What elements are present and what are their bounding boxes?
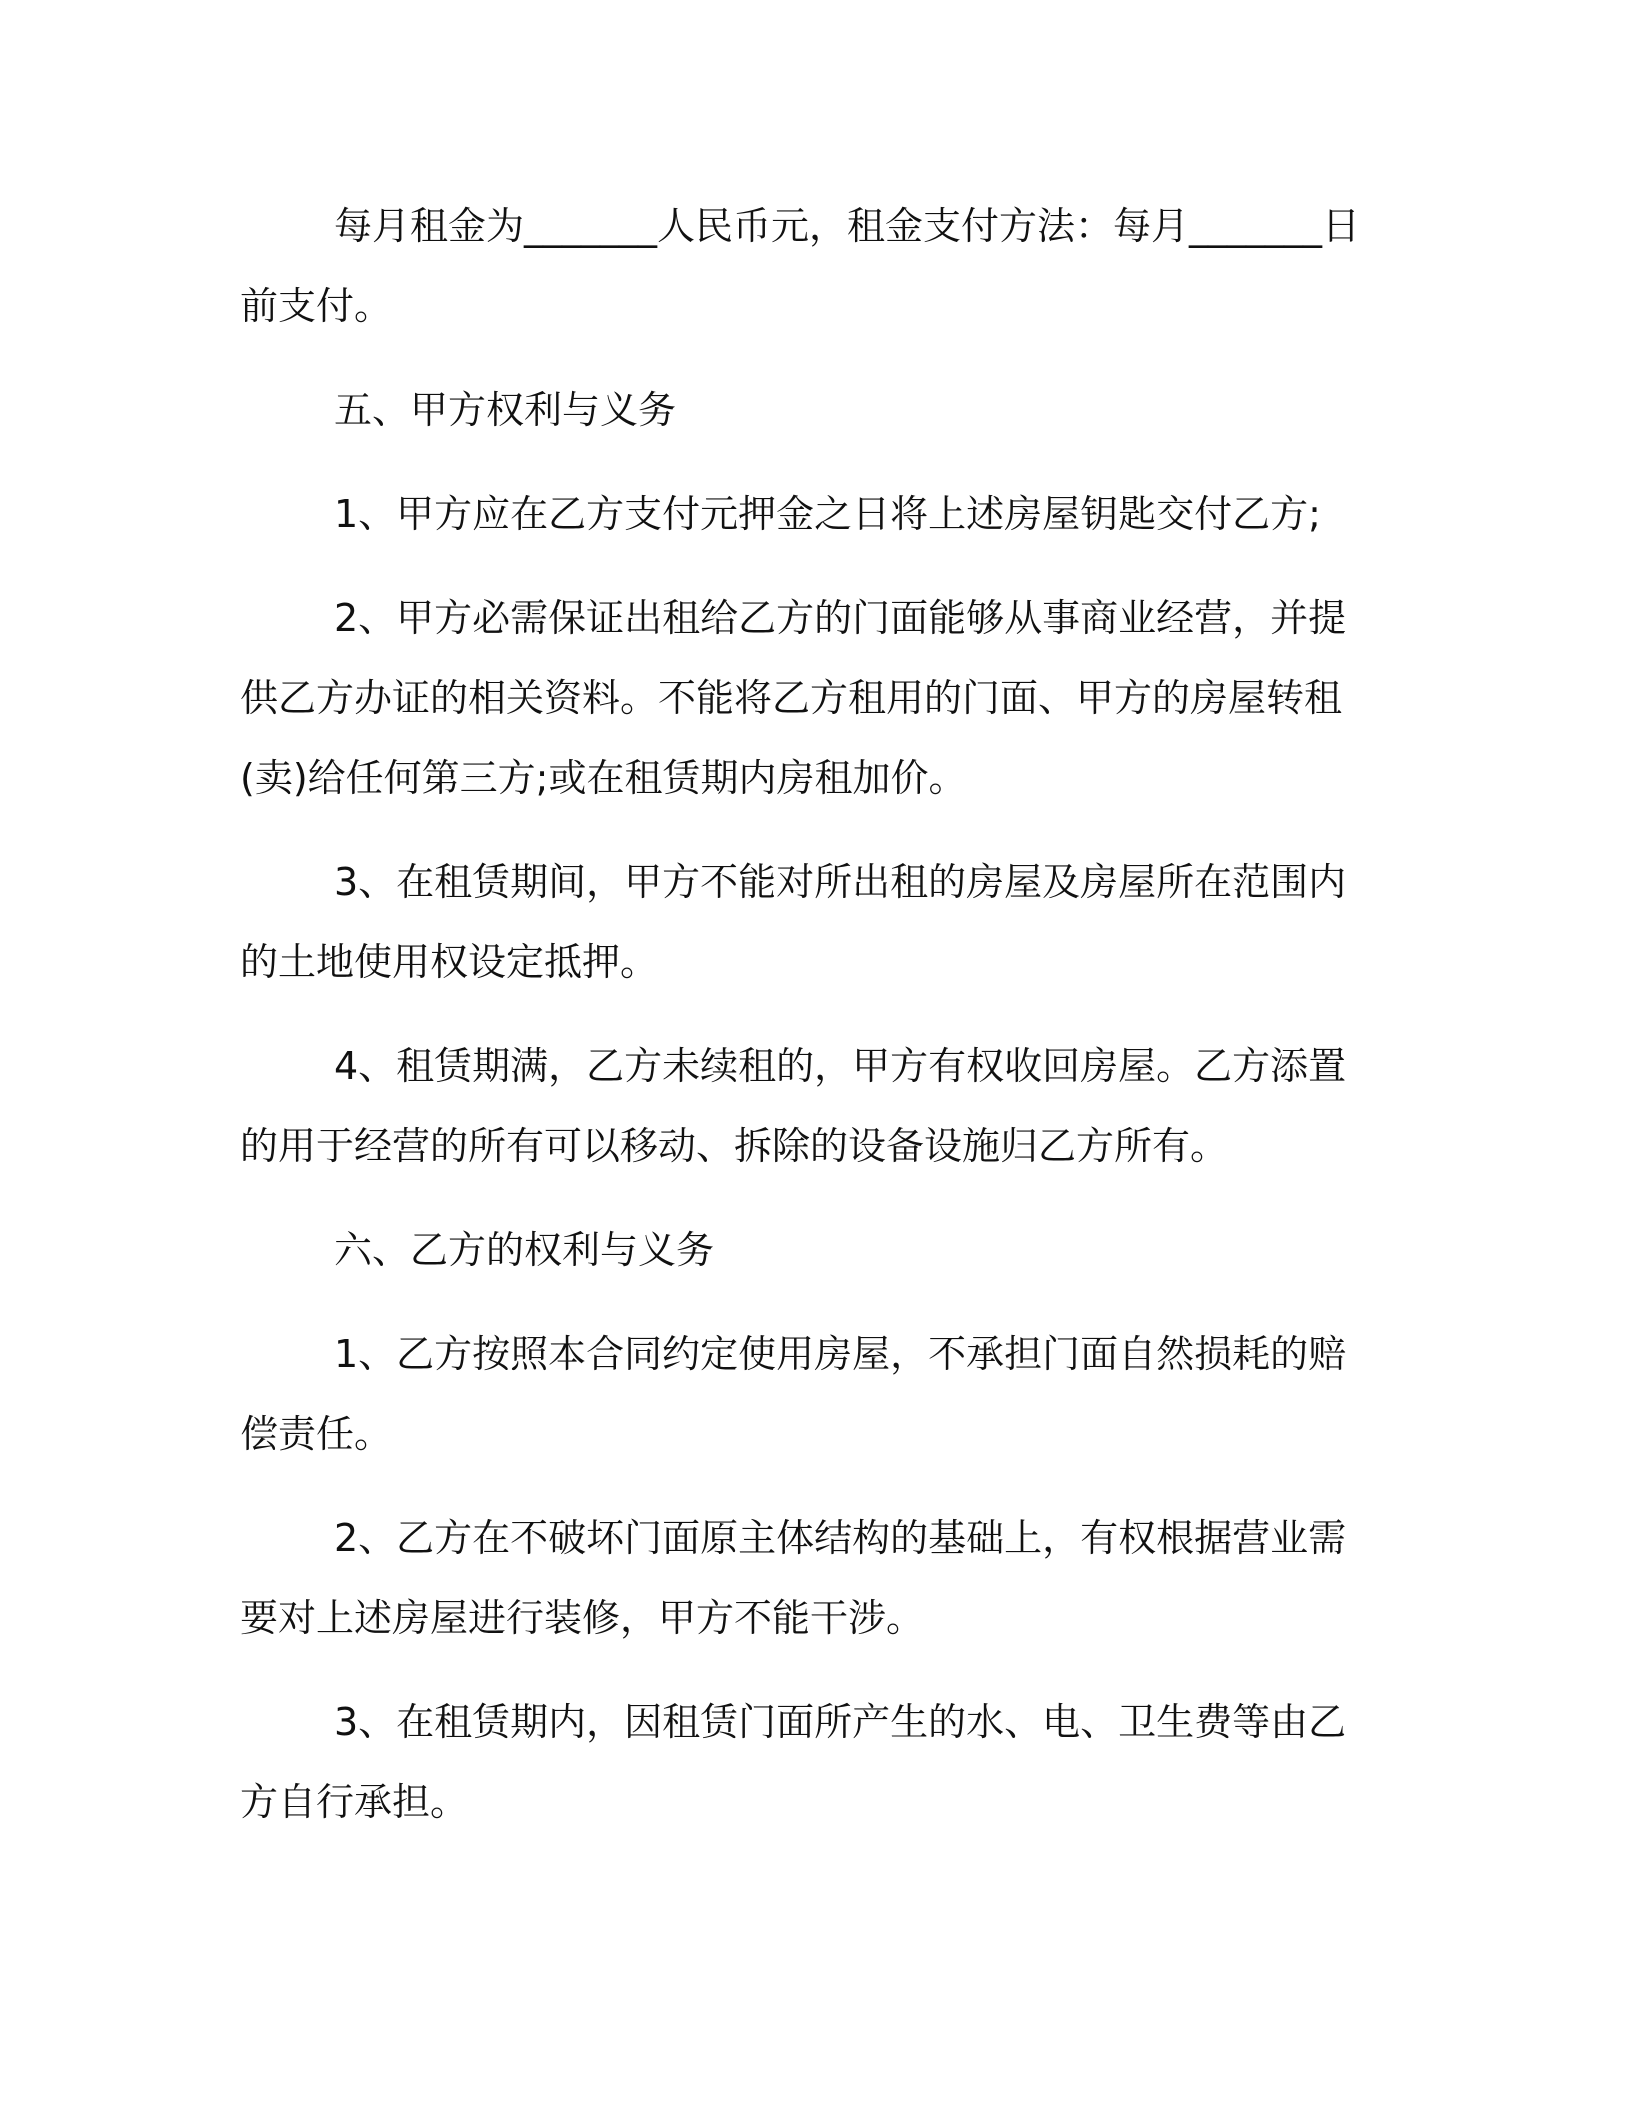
party-a-clause-4: 4、租赁期满，乙方未续租的，甲方有权收回房屋。乙方添置的用于经营的所有可以移动、拆除的设备设施归乙方所有。 (240, 1044, 1347, 1168)
section-heading-party-b: 六、乙方的权利与义务 (334, 1228, 715, 1272)
section-heading-party-a: 五、甲方权利与义务 (334, 388, 677, 432)
party-b-clause-1: 1、乙方按照本合同约定使用房屋，不承担门面自然损耗的赔偿责任。 (240, 1332, 1347, 1456)
party-b-clause-2: 2、乙方在不破坏门面原主体结构的基础上，有权根据营业需要对上述房屋进行装修，甲方不能干涉。 (240, 1516, 1347, 1640)
party-a-clause-3: 3、在租赁期间，甲方不能对所出租的房屋及房屋所在范围内的土地使用权设定抵押。 (240, 860, 1347, 984)
document-body (240, 186, 1380, 1866)
party-a-clause-2: 2、甲方必需保证出租给乙方的门面能够从事商业经营，并提供乙方办证的相关资料。不能将乙方租用的门面、甲方的房屋转租(卖)给任何第三方;或在租赁期内房租加价。 (240, 596, 1347, 800)
rent-payment-paragraph: 每月租金为_______人民币元，租金支付方法：每月_______日前支付。 (240, 204, 1361, 328)
party-a-clause-1: 1、甲方应在乙方支付元押金之日将上述房屋钥匙交付乙方; (334, 492, 1321, 536)
party-b-clause-3: 3、在租赁期内，因租赁门面所产生的水、电、卫生费等由乙方自行承担。 (240, 1700, 1347, 1824)
